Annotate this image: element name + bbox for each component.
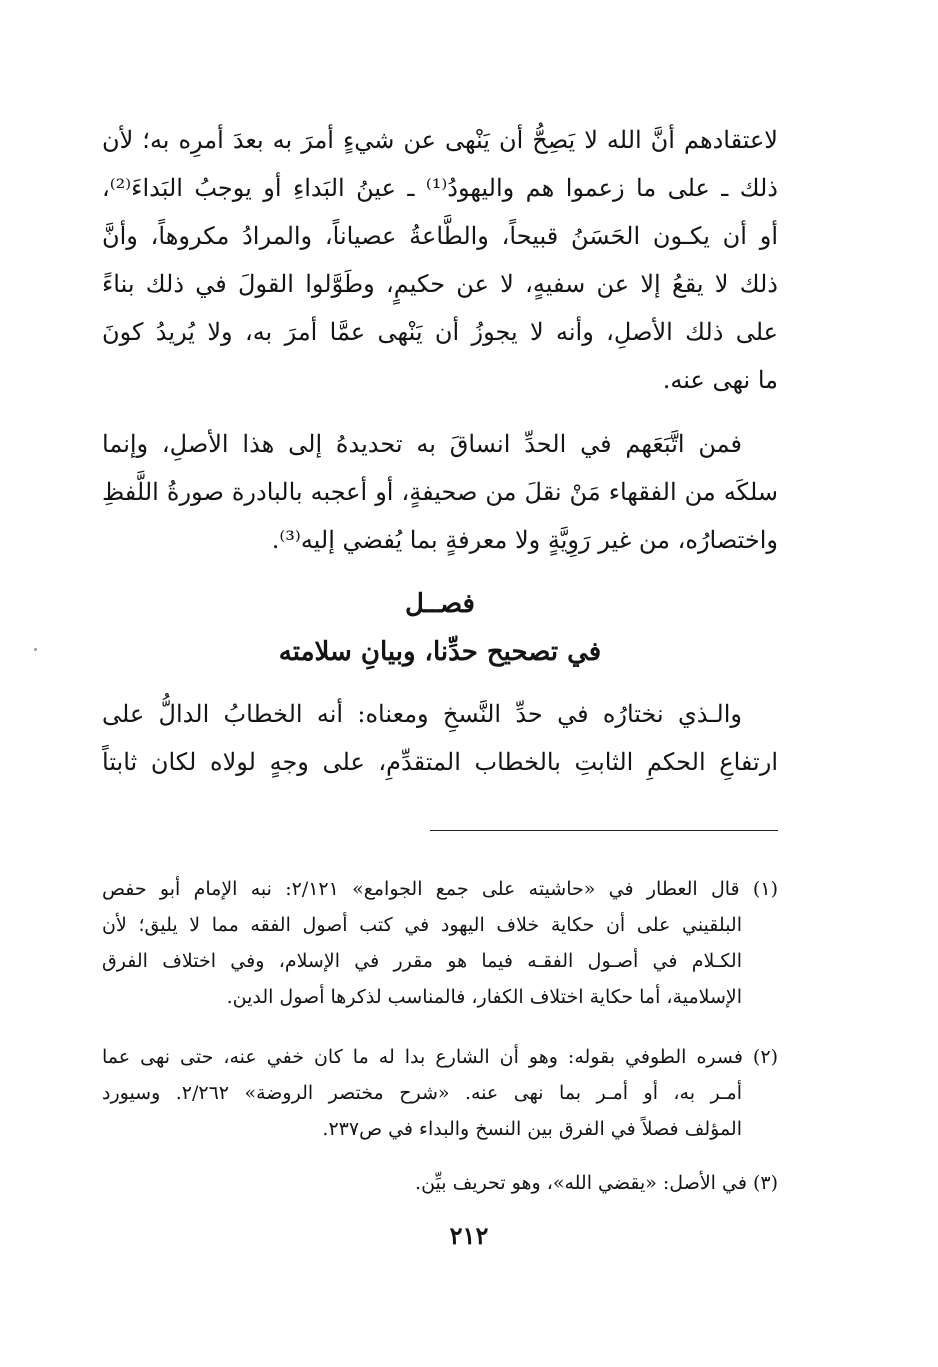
text-line: على ذلك الأصلِ، وأنه لا يجوزُ أن يَنْهى عمَّا أمرَ به، ولا يُريدُ كونَ xyxy=(102,318,778,346)
scan-speck xyxy=(34,648,37,651)
text-line: ذلك لا يقعُ إلا عن سفيهٍ، لا عن حكيمٍ، وطَوَّلوا القولَ في ذلك بناءً xyxy=(102,270,778,298)
footnote-line: المؤلف فصلاً في الفرق بين النسخ والبداء في ص٢٣٧. xyxy=(322,1118,742,1140)
paragraph-3 xyxy=(102,690,778,786)
text-line: لاعتقادهم أنَّ الله لا يَصِحُّ أن يَنْهى عن شيءٍ أمرَ به بعدَ أمرِه به؛ لأن xyxy=(102,126,778,154)
page-number: ٢١٢ xyxy=(449,1221,489,1250)
text-line: ما نهى عنه. xyxy=(662,366,778,394)
footnote-line: (٢) فسره الطوفي بقوله: وهو أن الشارع بدا له ما كان خفي عنه، حتى نهى عما xyxy=(102,1046,778,1068)
footnote-line: البلقيني على أن حكاية خلاف اليهود في كتب أصول الفقه مما لا يليق؛ لأن xyxy=(102,914,742,936)
text-line: فمن اتَّبَعَهم في الحدِّ انساقَ به تحديدهُ إلى هذا الأصلِ، وإنما xyxy=(102,430,742,458)
text-line: ذلك ـ على ما زعموا هم واليهودُ⁽¹⁾ ـ عينُ البَداءِ أو يوجبُ البَداءَ⁽²⁾، xyxy=(102,174,778,202)
footnote-line: أمـر به، أو أمـر بما نهى عنه. «شرح مختصر الروضة» ٢/٢٦٢. وسيورد xyxy=(102,1082,742,1104)
text-line: سلكَه من الفقهاء مَنْ نقلَ من صحيفةٍ، أو أعجبه بالبادرة صورةُ اللَّفظِ xyxy=(102,478,778,506)
footnote-line: الإسلامية، أما حكاية اختلاف الكفار، فالمناسب لذكرها أصول الدين. xyxy=(226,986,742,1008)
text-line: أو أن يكـون الحَسَنُ قبيحاً، والطَّاعةُ عصياناً، والمرادُ مكروهاً، وأنَّ xyxy=(102,222,778,250)
text-line: والـذي نختارُه في حدِّ النَّسخِ ومعناه: أنه الخطابُ الدالُّ على xyxy=(102,700,742,728)
footnote-3 xyxy=(102,1165,778,1201)
paragraph-1 xyxy=(102,116,778,404)
section-subheading: في تصحيح حدِّنا، وبيانِ سلامته xyxy=(278,637,602,667)
text-line: ارتفاعِ الحكمِ الثابتِ بالخطاب المتقدِّمِ، على وجهٍ لولاه لكان ثابتاً xyxy=(102,748,778,776)
footnote-line: (٣) في الأصل: «يقضي الله»، وهو تحريف بيِّن. xyxy=(415,1172,778,1194)
footnote-line: الكـلام في أصـول الفقـه فيما هو مقرر في الإسلام، وفي اختلاف الفرق xyxy=(102,950,742,972)
paragraph-2 xyxy=(102,420,778,564)
text-line: واختصارُه، من غير رَوِيَّةٍ ولا معرفةٍ بما يُفضي إليه⁽³⁾. xyxy=(271,526,778,554)
footnote-2 xyxy=(102,1039,778,1147)
footnote-line: (١) قال العطار في «حاشيته على جمع الجوامع» ٢/١٢١: نبه الإمام أبو حفص xyxy=(102,878,778,900)
footnote-separator xyxy=(430,830,778,831)
section-heading: فصــل xyxy=(405,589,475,619)
footnote-1 xyxy=(102,871,778,1015)
